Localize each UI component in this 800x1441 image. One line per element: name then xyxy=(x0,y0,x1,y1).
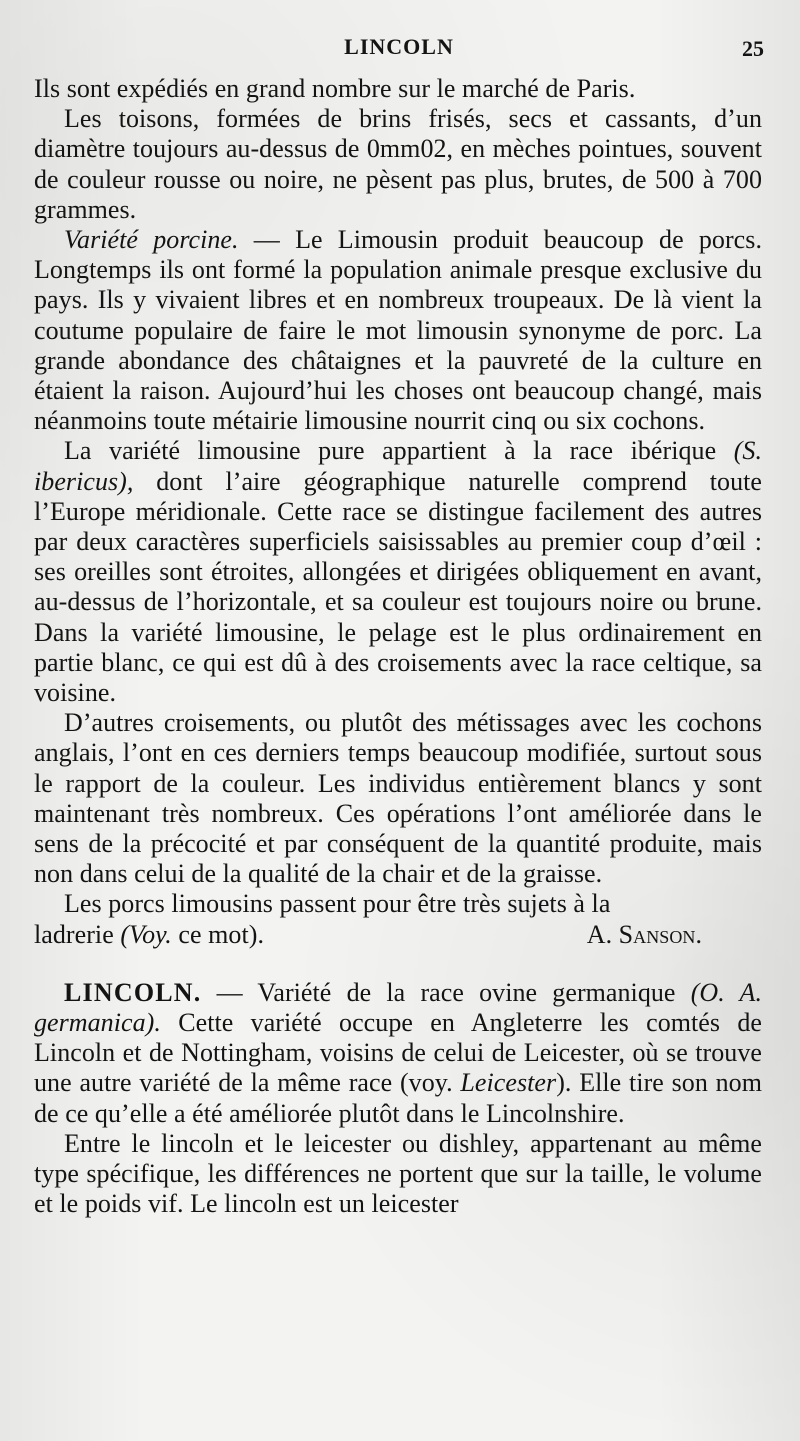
entry-text-2: ). Elle tire son nom de ce qu’elle a été améliorée plutôt dans le Lincolnshire. xyxy=(34,1068,763,1128)
page-number: 25 xyxy=(742,36,764,61)
entry-text-1: Cette variété occupe en Angleterre les comtés de Lincoln et de Nottingham, voisins de celui de Leicester, où se trouve une autre variété de la même race (voy. xyxy=(34,1008,762,1098)
paragraph-5: D’autres croisements, ou plutôt des métissages avec les cochons anglais, l’ont en ces derniers temps beaucoup modifiée, surtout sous le rapport de la couleur. Les individus entièrement blancs y sont maintenant très nombreux. Ces opérations l’ont améliorée dans le sens de la précocité et par conséquent de la quantité produite, mais non dans celui de la qualité de la chair et de la graisse. xyxy=(34,708,762,889)
paragraph-4-after-italic: dont l’aire géographique naturelle comprend toute l’Europe méridionale. Cette race se distingue facilement des autres par deux caractères superficiels saisissables au premier coup d’œil : ses oreilles sont étroites, allongées et dirigées obliquement en avant, au-dessus de l’horizontale, et sa couleur est toujours noire ou brune. Dans la variété limousine, le pelage est le plus ordinairement en partie blanc, ce qui est dû à des croisements avec la race celtique, sa voisine. xyxy=(34,466,762,708)
paragraph-3-label: Variété porcine. xyxy=(64,225,239,255)
entry-intro: — Variété de la race ovine germanique xyxy=(201,977,691,1007)
paragraph-2: Les toisons, formées de brins frisés, secs et cassants, d’un diamètre toujours au-dessus de 0mm02, en mèches pointues, souvent de couleur rousse ou noire, ne pèsent pas plus, brutes, de 500 à 700 grammes. xyxy=(34,104,762,224)
paragraph-6-line-2-suffix: ce mot). xyxy=(171,919,264,949)
paragraph-6-line-2-prefix: ladrerie xyxy=(34,919,121,949)
paragraph-4-before-italic: La variété limousine pure appartient à la race ibérique xyxy=(64,436,734,466)
paragraph-1: Ils sont expédiés en grand nombre sur le marché de Paris. xyxy=(34,74,636,103)
paragraph-7: Entre le lincoln et le leicester ou dishley, appartenant au même type spécifique, les différences ne portent que sur la taille, le volume et le poids vif. Le lincoln est un leicester xyxy=(34,1128,762,1219)
paragraph-6-line-2-italic: (Voy. xyxy=(120,919,172,949)
main-text xyxy=(34,74,762,1220)
page-header xyxy=(34,34,764,64)
paragraph-4-italic: (S. ibericus), xyxy=(34,436,762,496)
entry-italic-1: (O. A. germanica). xyxy=(34,977,762,1038)
paragraph-3-text: — Le Limousin produit beaucoup de porcs. Longtemps ils ont formé la population animale presque exclusive du pays. Ils y vivaient libres et en nombreux troupeaux. De là vient la coutume populaire de faire le mot limousin synonyme de porc. La grande abondance des châtaignes et la pauvreté de la culture en étaient la raison. Aujourd’hui les choses ont beaucoup changé, mais néanmoins toute métairie limousine nourrit cinq ou six cochons. xyxy=(34,225,762,436)
entry-italic-2: Leicester xyxy=(460,1068,557,1098)
paragraph-6-line-2 xyxy=(34,920,264,950)
section-gap xyxy=(34,950,762,978)
entry-title: LINCOLN. xyxy=(64,977,202,1007)
author-signature: A. Sanson. xyxy=(586,919,702,949)
lincoln-entry-paragraph xyxy=(34,978,762,1129)
paragraph-3 xyxy=(34,225,762,436)
running-head: LINCOLN xyxy=(344,34,454,59)
paragraph-6-line-1: Les porcs limousins passent pour être très sujets à la xyxy=(64,889,611,919)
paragraph-6-line-2-with-signature xyxy=(34,920,762,950)
paragraph-4 xyxy=(34,436,762,708)
